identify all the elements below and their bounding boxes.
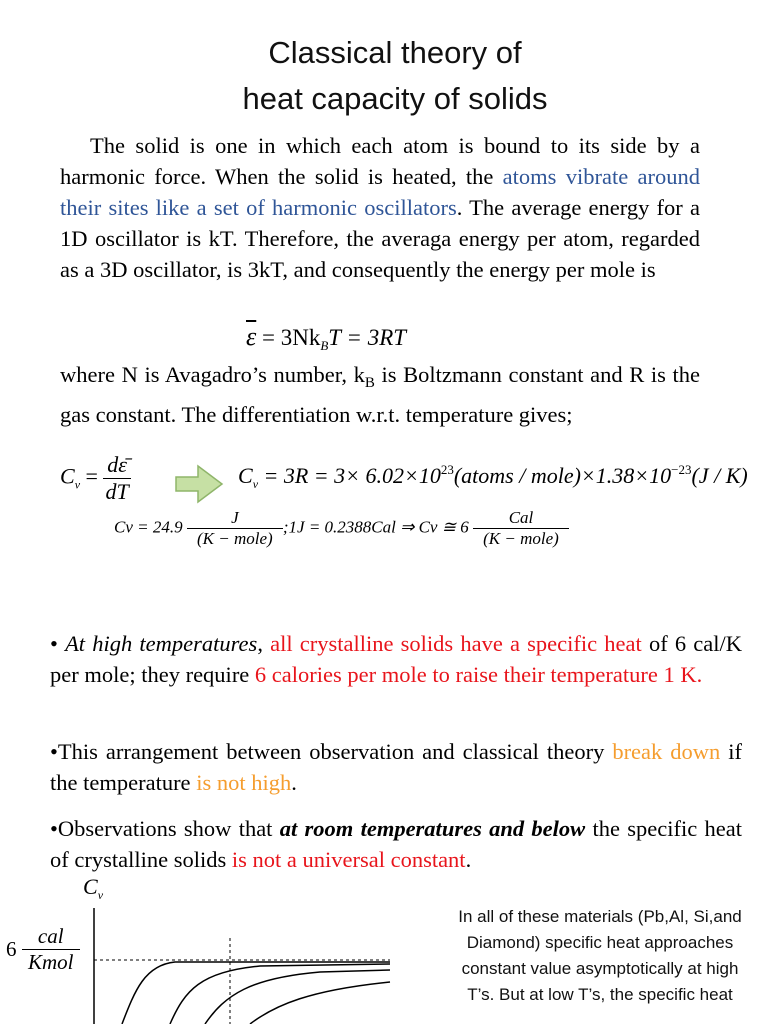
cv-value-b: ;1J = 0.2388Cal ⇒ Cv ≅ 6 — [282, 517, 469, 537]
energy-equation-text: = 3Nk — [262, 325, 321, 350]
epsilon-bar: $\overline{\varepsilon}$ — [246, 322, 257, 351]
cv-numeric-equation — [114, 508, 569, 549]
bullet2-c: . — [291, 770, 297, 795]
frac2-den: (K − mole) — [483, 529, 559, 548]
bullet1-mid: of 6 cal/K per mole; they require — [50, 631, 743, 687]
y-axis-sub: v — [97, 888, 104, 902]
graph-y-axis-label — [83, 874, 103, 903]
bullet2-b: if the temperature — [50, 739, 742, 795]
bullet3-red: is not a universal constant — [231, 847, 466, 872]
bullet1-lead: • — [50, 631, 66, 656]
graph-level-label — [6, 924, 80, 975]
exp-23: 23 — [440, 462, 454, 477]
fraction-cal-per-kmole — [473, 508, 569, 549]
level-fraction — [22, 924, 80, 975]
bullet1-red-1: all crystalline solids have a specific heat — [270, 631, 642, 656]
definitions-sub: B — [364, 375, 375, 391]
title-line-2: heat capacity of solids — [242, 81, 548, 116]
bullet3-bold: at room temperatures and below — [279, 816, 586, 841]
cv-num: dε̄ — [103, 452, 130, 479]
cv-den: dT — [105, 479, 129, 504]
bullet-observations — [50, 813, 742, 875]
definitions-text-1: where N is Avagadro’s number, k — [60, 362, 365, 387]
cv-rhs-a: = 3R = 3× 6.02×10 — [263, 463, 441, 488]
intro-highlight: atoms vibrate around their sites like a set of harmonic oscillators — [60, 164, 700, 220]
title-line-1: Classical theory of — [268, 35, 522, 70]
bullet2-orange-2: is not high — [196, 770, 292, 795]
bullet1-comma: , — [257, 631, 271, 656]
frac1-num: J — [187, 508, 283, 529]
intro-text-2: . The average energy for a 1D oscillator is kT. Therefore, the averaga energy per atom, regarded as a 3D oscillator, is 3kT, and consequently the energy per mole is — [60, 195, 701, 282]
exp-minus-23: −23 — [671, 462, 692, 477]
cv-lhs: C — [60, 463, 75, 489]
bullet-breakdown — [50, 736, 742, 798]
cv-rhs-b: (atoms / mole)×1.38×10 — [453, 463, 672, 488]
bullet1-red-2: 6 calories per mole to raise their temperature 1 K. — [254, 662, 703, 687]
frac2-num: Cal — [473, 508, 569, 529]
kb-subscript: B — [320, 338, 329, 353]
bullet3-a: •Observations show that — [50, 816, 280, 841]
energy-equation-tail: T = 3RT — [328, 325, 407, 350]
fraction-j-per-kmole — [187, 508, 283, 549]
cv-curve-3 — [205, 970, 390, 1024]
graph-note: In all of these materials (Pb,Al, Si,and Diamond) specific heat approaches constant value asymptotically at high T’s. But at low T’s, the specific heat — [458, 907, 742, 1004]
level-den: Kmol — [27, 950, 74, 974]
arrow-icon — [176, 466, 222, 502]
cv-lhs-2: C — [238, 463, 253, 488]
cv-rhs-c: (J / K) — [691, 463, 748, 488]
y-axis-label: C — [83, 874, 98, 899]
intro-text-1: The solid is one in which each atom is bound to its side by a harmonic force. When the solid is heated, the — [60, 133, 700, 189]
level-num: cal — [22, 924, 80, 950]
cv-derivative: $C_v$ = $\frac{d\varepsilon̄}{dT}$ — [60, 452, 129, 504]
cv-curve-2 — [170, 964, 390, 1024]
bullet-high-temperature — [50, 628, 742, 690]
cv-curve-4 — [250, 982, 390, 1024]
bullet3-b: the specific heat of crystalline solids — [50, 816, 742, 872]
bullet1-italic: At high temperatures — [65, 631, 258, 656]
bullet3-c: . — [465, 847, 472, 872]
bullet2-a: •This arrangement between observation and classical theory — [50, 739, 613, 764]
cv-graph — [94, 908, 390, 1024]
cv-value-a: Cv = 24.9 — [114, 517, 183, 537]
level-number: 6 — [6, 937, 17, 961]
bullet2-orange-1: break down — [612, 739, 721, 764]
frac1-den: (K − mole) — [197, 529, 273, 548]
definitions-text-2: is Boltzmann constant and R is the gas constant. The differentiation w.r.t. temperature gives; — [60, 362, 700, 427]
cv-value-equation: $C_v = 3R = 3\times$ $6.02\times 10^{23}(atoms$ / $mole)\times 1.38\times 10^{-23}(J / K)$ — [238, 462, 748, 491]
